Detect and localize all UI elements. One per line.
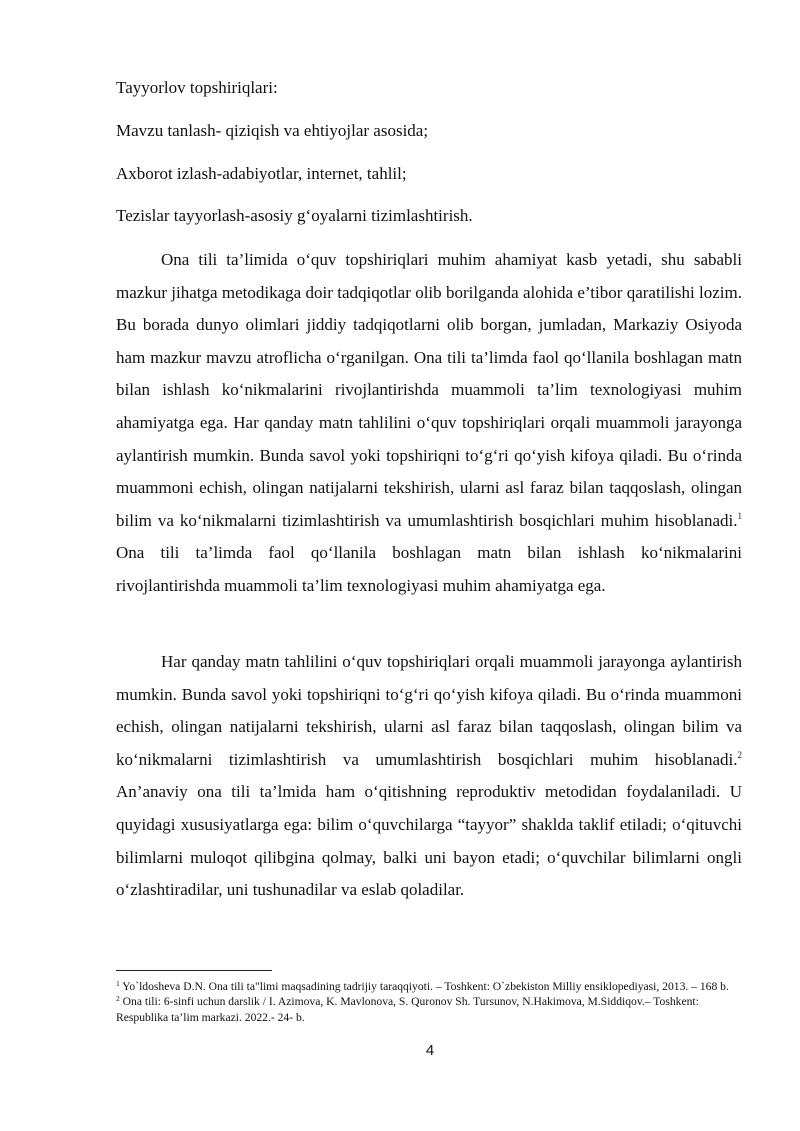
section-heading: Tayyorlov topshiriqlari:	[116, 78, 278, 97]
footnote-number: 1	[116, 979, 120, 988]
footnote-text: Yo`ldosheva D.N. Ona tili ta"limi maqsadining tadrijiy taraqqiyoti. – Toshkent: O`zbekiston Milliy ensiklopediyasi, 2013. – 168 b.	[122, 980, 729, 993]
body-paragraph-2	[116, 646, 742, 907]
list-item: Mavzu tanlash- qiziqish va ehtiyojlar asosida;	[116, 121, 429, 140]
footnote-separator	[116, 970, 272, 971]
footnote	[116, 979, 742, 994]
list-item: Axborot izlash-adabiyotlar, internet, tahlil;	[116, 164, 407, 183]
footnote-text: Ona tili: 6-sinfi uchun darslik / I. Azimova, K. Mavlonova, S. Quronov Sh. Tursunov, N.Hakimova, M.Siddiqov.– Toshkent: Respublika ta’lim markazi. 2022.- 24- b.	[116, 995, 699, 1024]
paragraph-text: Har qanday matn tahlilini o‘quv topshiriqlari orqali muammoli jarayonga aylantirish mumkin. Bunda savol yoki topshiriqni to‘g‘ri qo‘yish kifoya qiladi. Bu o‘rinda muammoni echish, olingan natijalarni tekshirish, ularni asl faraz bilan taqqoslash, olingan bilim va ko‘nikmalarni tizimlashtirish va umumlashtirish bosqichlari muhim hisoblanadi.	[116, 652, 742, 769]
paragraph-text: Ona tili ta’limida o‘quv topshiriqlari muhim ahamiyat kasb yetadi, shu sababli mazkur jihatga metodikaga doir tadqiqotlar olib borilganda alohida e’tibor qaratilishi lozim. Bu borada dunyo olimlari jiddiy tadqiqotlarni olib borgan, jumladan, Markaziy Osiyoda ham mazkur mavzu atroflicha o‘rganilgan. Ona tili ta’limda faol qo‘llanila boshlagan matn bilan ishlash ko‘nikmalarini rivojlantirishda muammoli ta’lim texnologiyasi muhim ahamiyatga ega. Har qanday matn tahlilini o‘quv topshiriqlari orqali muammoli jarayonga aylantirish mumkin. Bunda savol yoki topshiriqni to‘g‘ri qo‘yish kifoya qiladi. Bu o‘rinda muammoni echish, olingan natijalarni tekshirish, ularni asl faraz bilan taqqoslash, olingan bilim va ko‘nikmalarni tizimlashtirish va umumlashtirish bosqichlari muhim hisoblanadi.	[116, 250, 742, 530]
footnote-reference: 1	[737, 510, 742, 521]
footnote-reference: 2	[737, 749, 742, 760]
footnote	[116, 994, 742, 1025]
paragraph-text: An’anaviy ona tili ta’lmida ham o‘qitishning reproduktiv metodidan foydalaniladi. U quyidagi xususiyatlarga ega: bilim o‘quvchilarga “tayyor” shaklda taklif etiladi; o‘qituvchi bilimlarni muloqot qilibgina qolmay, balki uni bayon etadi; o‘quvchilar bilimlarni ongli o‘zlashtiradilar, uni tushunadilar va eslab qoladilar.	[116, 782, 742, 900]
footnote-number: 2	[116, 994, 120, 1004]
footnotes	[116, 979, 742, 1025]
paragraph-text: Ona tili ta’limda faol qo‘llanila boshlagan matn bilan ishlash ko‘nikmalarini rivojlantirishda muammoli ta’lim texnologiyasi muhim ahamiyatga ega.	[116, 543, 742, 595]
body-paragraph-1	[116, 244, 742, 603]
page-number: 4	[425, 1042, 435, 1059]
list-item: Tezislar tayyorlash-asosiy g‘oyalarni tizimlashtirish.	[116, 206, 473, 225]
